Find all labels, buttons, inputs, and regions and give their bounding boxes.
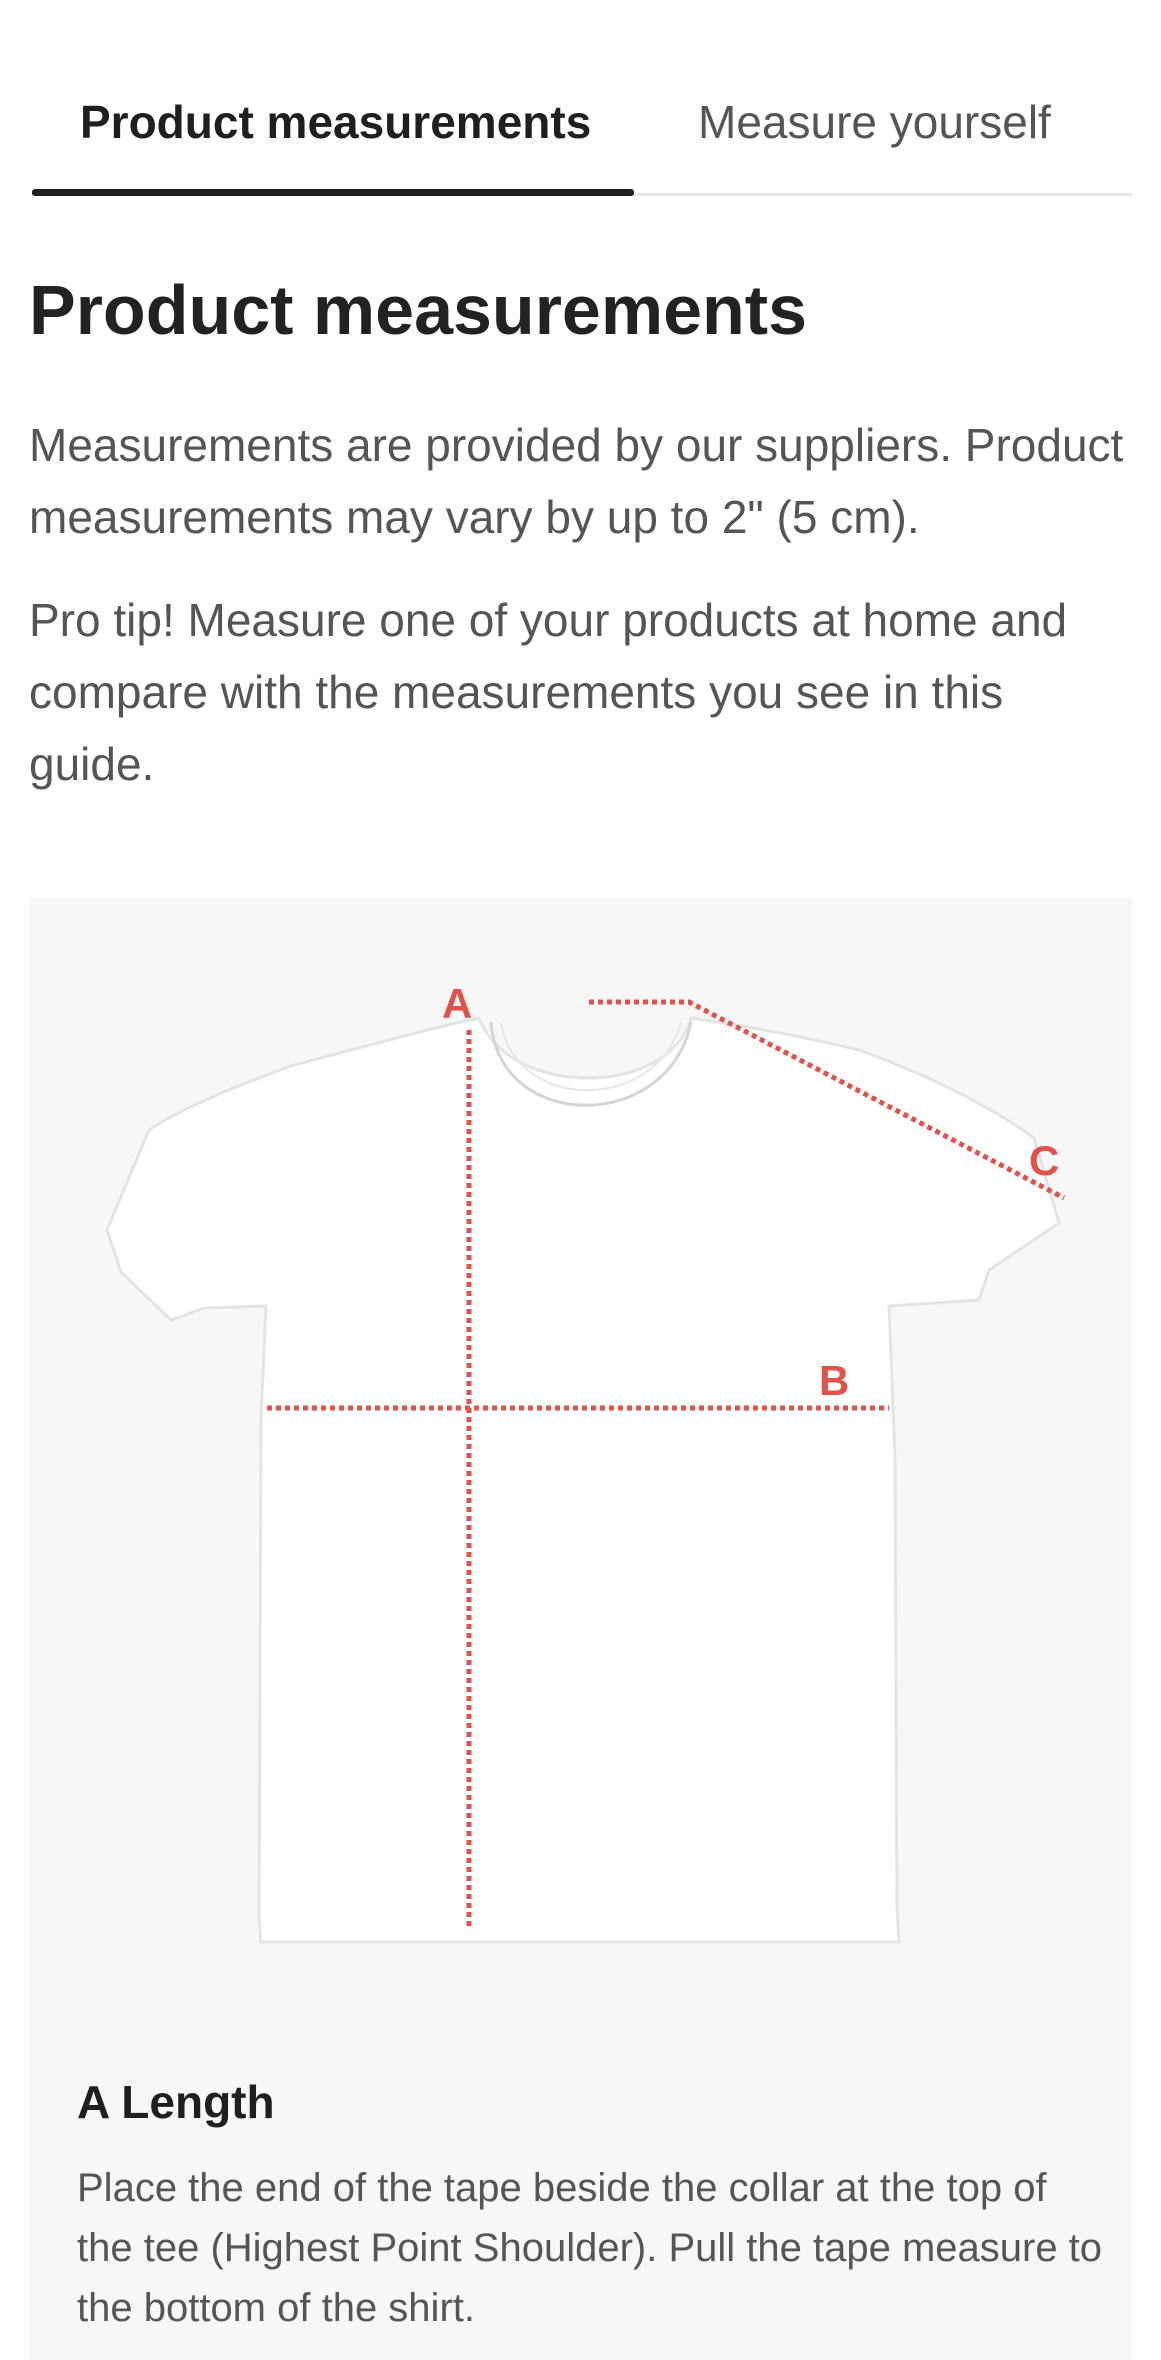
tab-measure-yourself[interactable]: Measure yourself	[698, 96, 1051, 148]
supplier-note: Measurements are provided by our suppliers. Product measurements may vary by up to 2" (5 cm).	[29, 419, 1124, 543]
marker-label-a: A	[442, 980, 473, 1027]
section-title: A Length	[77, 2076, 275, 2128]
tshirt-diagram	[29, 898, 1132, 1998]
marker-label-c: C	[1029, 1137, 1060, 1184]
active-tab-indicator	[32, 189, 634, 196]
section-description: Place the end of the tape beside the collar at the top of the tee (Highest Point Shoulder). Pull the tape measure to the bottom of the shirt.	[77, 2166, 1103, 2330]
pro-tip: Pro tip! Measure one of your products at home and compare with the measurements you see in this guide.	[29, 594, 1068, 790]
tshirt-shape	[107, 1018, 1059, 1942]
page-title: Product measurements	[29, 271, 808, 349]
marker-label-b: B	[819, 1357, 850, 1404]
tab-bar	[32, 0, 1132, 196]
measurement-figure	[29, 898, 1132, 2360]
tab-product-measurements[interactable]: Product measurements	[80, 96, 592, 148]
